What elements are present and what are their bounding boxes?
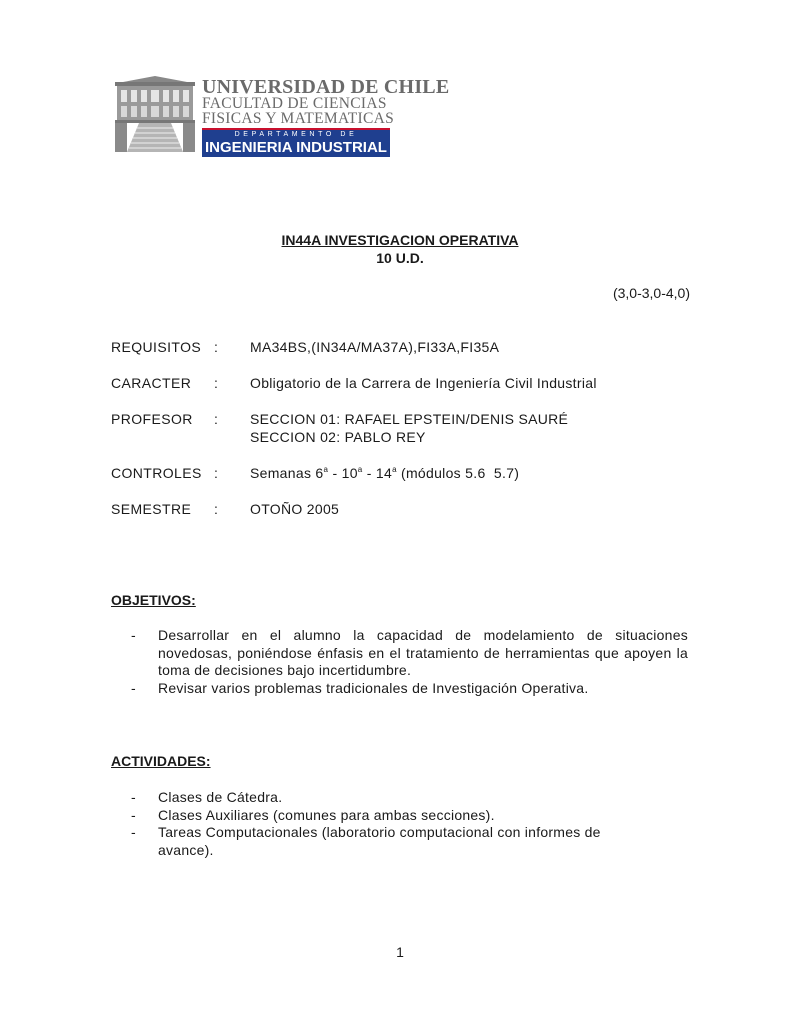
bullet-dash: -	[131, 806, 136, 823]
list-item	[131, 807, 651, 825]
controles-ordinal-2: a	[357, 465, 363, 474]
bullet-dash: -	[131, 824, 136, 841]
page-number: 1	[396, 944, 404, 960]
caracter-label: CARACTER	[111, 375, 192, 391]
actividad-text: Tareas Computacionales (laboratorio computacional con informes de avance).	[158, 824, 601, 858]
profesor-colon: :	[214, 411, 218, 427]
logo-department-label: DEPARTAMENTO DE	[234, 131, 358, 138]
controles-prefix: Semanas 6	[250, 465, 324, 481]
requisitos-colon: :	[214, 339, 218, 355]
list-item	[131, 680, 688, 698]
actividades-heading: ACTIVIDADES:	[111, 753, 211, 769]
course-units: 10 U.D.	[376, 250, 424, 266]
caracter-value: Obligatorio de la Carrera de Ingeniería Civil Industrial	[250, 375, 597, 391]
building-icon	[113, 76, 197, 154]
logo-faculty-line2: FISICAS Y MATEMATICAS	[202, 110, 395, 127]
controles-ordinal-1: a	[323, 465, 329, 474]
requisitos-label: REQUISITOS	[111, 339, 202, 355]
actividades-list	[131, 789, 651, 859]
logo-university-name: UNIVERSIDAD DE CHILE	[202, 76, 450, 98]
list-item	[131, 627, 688, 680]
controles-ordinal-3: a	[392, 465, 397, 474]
actividad-text: Clases Auxiliares (comunes para ambas secciones).	[158, 806, 495, 823]
logo-department-band	[202, 128, 390, 157]
bullet-dash: -	[131, 789, 136, 805]
requisitos-value: MA34BS,(IN34A/MA37A),FI33A,FI35A	[250, 339, 500, 355]
logo-department-name: INGENIERIA INDUSTRIAL	[205, 139, 387, 156]
objetivos-heading: OBJETIVOS:	[111, 592, 196, 608]
bullet-dash: -	[131, 679, 136, 696]
list-item	[131, 824, 651, 859]
objetivo-text: Desarrollar en el alumno la capacidad de modelamiento de situaciones novedosas, poniéndose énfasis en el tratamiento de herramientas que apoyen la toma de decisiones bajo incertidumbre.	[158, 627, 688, 679]
profesor-section-1: SECCION 01: RAFAEL EPSTEIN/DENIS SAURÉ	[250, 411, 569, 427]
semestre-colon: :	[214, 501, 218, 517]
controles-suffix: (módulos 5.6 5.7)	[396, 465, 520, 481]
objetivo-text: Revisar varios problemas tradicionales de Investigación Operativa.	[158, 679, 589, 696]
controles-colon: :	[214, 465, 218, 481]
objetivos-list	[131, 627, 688, 697]
course-title: IN44A INVESTIGACION OPERATIVA	[281, 232, 519, 248]
controles-value	[250, 465, 519, 481]
actividad-text: Clases de Cátedra.	[158, 789, 283, 805]
course-credits: (3,0-3,0-4,0)	[612, 285, 690, 301]
controles-mid-1: - 10	[328, 465, 358, 481]
bullet-dash: -	[131, 627, 136, 643]
semestre-label: SEMESTRE	[111, 501, 192, 517]
controles-mid-2: - 14	[362, 465, 393, 481]
profesor-label: PROFESOR	[111, 411, 193, 427]
university-logo	[113, 76, 450, 158]
controles-label: CONTROLES	[111, 465, 202, 481]
logo-faculty-line1: FACULTAD DE CIENCIAS	[202, 95, 387, 112]
caracter-colon: :	[214, 375, 218, 391]
profesor-section-2: SECCION 02: PABLO REY	[250, 429, 426, 445]
list-item	[131, 789, 651, 807]
semestre-value: OTOÑO 2005	[250, 501, 340, 517]
